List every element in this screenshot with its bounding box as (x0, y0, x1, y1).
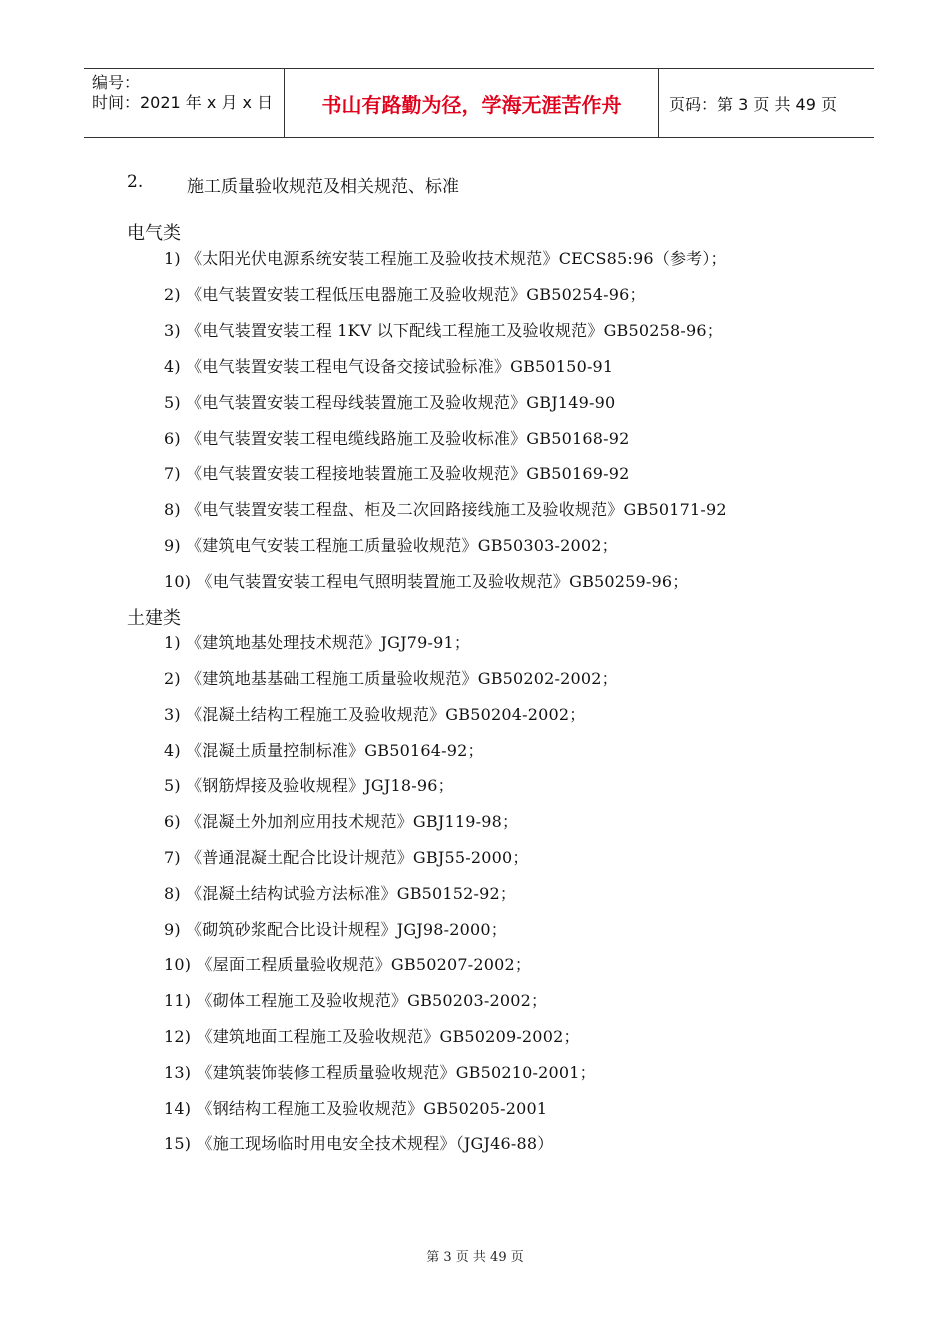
list-item: 9) 《砌筑砂浆配合比设计规程》JGJ98-2000； (164, 920, 508, 939)
category-electrical: 电气类 (127, 223, 181, 244)
list-item: 6) 《电气装置安装工程电缆线路施工及验收标准》GB50168-92 (164, 429, 630, 448)
list-item: 3) 《混凝土结构工程施工及验收规范》GB50204-2002； (164, 705, 586, 724)
section-title: 施工质量验收规范及相关规范、标准 (187, 177, 459, 197)
list-item: 6) 《混凝土外加剂应用技术规范》GBJ119-98； (164, 812, 519, 831)
list-item: 10) 《电气装置安装工程电气照明装置施工及验收规范》GB50259-96； (164, 572, 689, 591)
list-item: 8) 《混凝土结构试验方法标准》GB50152-92； (164, 884, 517, 903)
header-page-info: 页码：第 3 页 共 49 页 (669, 94, 837, 114)
list-item: 7) 《电气装置安装工程接地装置施工及验收规范》GB50169-92 (164, 464, 630, 483)
list-item: 3) 《电气装置安装工程 1KV 以下配线工程施工及验收规范》GB50258-96； (164, 321, 723, 340)
list-item: 8) 《电气装置安装工程盘、柜及二次回路接线施工及验收规范》GB50171-92 (164, 500, 727, 519)
list-item: 1) 《建筑地基处理技术规范》JGJ79-91； (164, 633, 471, 652)
list-item: 10) 《屋面工程质量验收规范》GB50207-2002； (164, 955, 532, 974)
list-item: 7) 《普通混凝土配合比设计规范》GBJ55-2000； (164, 848, 529, 867)
section-heading (127, 172, 459, 197)
list-item: 12) 《建筑地面工程施工及验收规范》GB50209-2002； (164, 1027, 580, 1046)
list-item: 5) 《电气装置安装工程母线装置施工及验收规范》GBJ149-90 (164, 393, 616, 412)
list-item: 13) 《建筑装饰装修工程质量验收规范》GB50210-2001； (164, 1063, 596, 1082)
list-item: 9) 《建筑电气安装工程施工质量验收规范》GB50303-2002； (164, 536, 618, 555)
list-item: 4) 《混凝土质量控制标准》GB50164-92； (164, 741, 484, 760)
section-number: 2. (127, 172, 144, 192)
list-item: 15) 《施工现场临时用电安全技术规程》（JGJ46-88） (164, 1134, 554, 1153)
list-item: 14) 《钢结构工程施工及验收规范》GB50205-2001 (164, 1099, 548, 1118)
category-civil: 土建类 (127, 608, 181, 629)
list-item: 2) 《建筑地基基础工程施工质量验收规范》GB50202-2002； (164, 669, 618, 688)
list-item: 4) 《电气装置安装工程电气设备交接试验标准》GB50150-91 (164, 357, 614, 376)
list-item: 2) 《电气装置安装工程低压电器施工及验收规范》GB50254-96； (164, 285, 646, 304)
header-meta (84, 69, 285, 137)
list-item: 5) 《钢筋焊接及验收规程》JGJ18-96； (164, 776, 454, 795)
list-item: 1) 《太阳光伏电源系统安装工程施工及验收技术规范》CECS85:96（参考）； (164, 249, 727, 268)
header-motto: 书山有路勤为径，学海无涯苦作舟 (285, 69, 659, 137)
page-header (84, 68, 874, 138)
page-footer: 第 3 页 共 49 页 (426, 1250, 524, 1265)
time-label: 时间：2021 年 x 月 x 日 (92, 93, 274, 112)
list-item: 11) 《砌体工程施工及验收规范》GB50203-2002； (164, 991, 548, 1010)
serial-label: 编号： (92, 73, 141, 92)
